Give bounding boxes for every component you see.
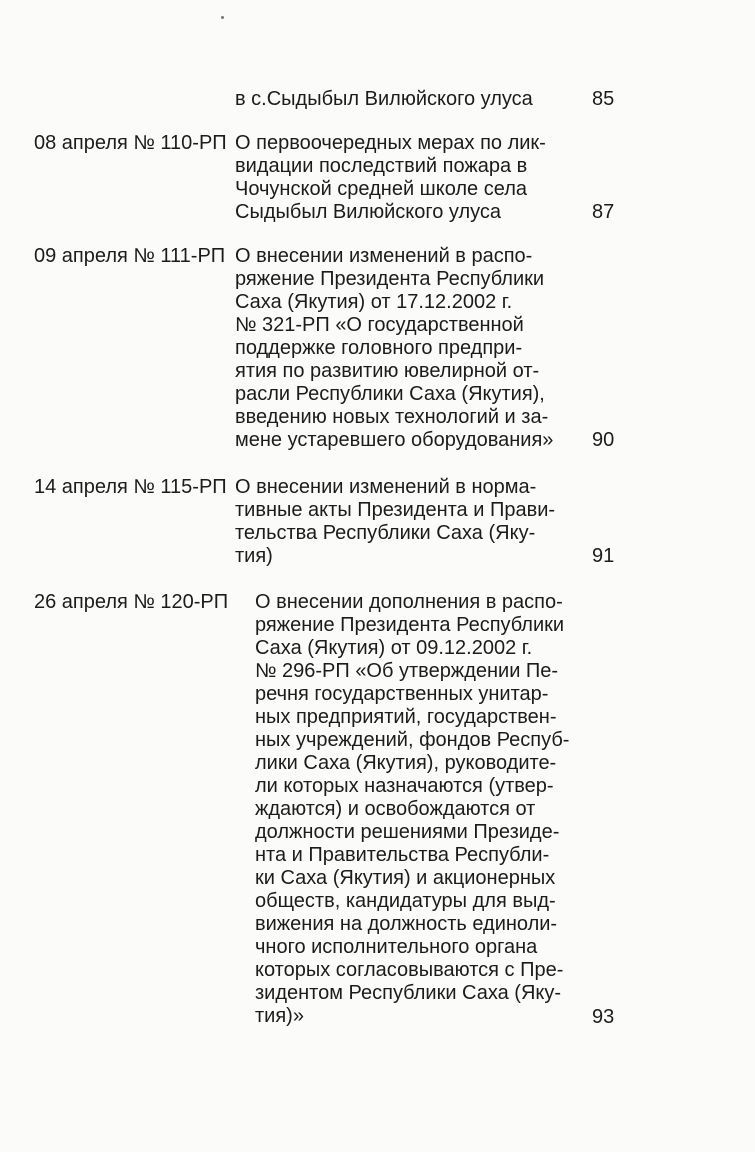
description-line: расли Республики Саха (Якутия), bbox=[235, 383, 545, 405]
entry-description bbox=[235, 245, 553, 452]
page-number: 93 bbox=[592, 1006, 615, 1028]
description-line: тия)» bbox=[255, 1005, 304, 1027]
description-line: которых согласовываются с Пре- bbox=[255, 959, 564, 981]
description-line: О внесении дополнения в распо- bbox=[255, 591, 563, 613]
description-line: ных предприятий, государствен- bbox=[255, 706, 557, 728]
description-line: мене устаревшего оборудования» bbox=[235, 429, 554, 451]
description-line: тивные акты Президента и Прави- bbox=[235, 499, 556, 521]
description-line: в с.Сыдыбыл Вилюйского улуса bbox=[235, 88, 533, 110]
page-number: 87 bbox=[592, 201, 615, 223]
description-line: тельства Республики Саха (Яку- bbox=[235, 522, 536, 544]
description-line: Сыдыбыл Вилюйского улуса bbox=[235, 201, 502, 223]
description-line: № 321-РП «О государственной bbox=[235, 314, 524, 336]
description-line: ждаются) и освобождаются от bbox=[255, 798, 536, 820]
description-line: видации последствий пожара в bbox=[235, 155, 528, 177]
description-line: ряжение Президента Республики bbox=[235, 268, 545, 290]
description-line: О внесении изменений в норма- bbox=[235, 476, 537, 498]
description-line: лики Саха (Якутия), руководите- bbox=[255, 752, 557, 774]
description-line: ятия по развитию ювелирной от- bbox=[235, 360, 540, 382]
description-line: Саха (Якутия) от 17.12.2002 г. bbox=[235, 291, 513, 313]
description-line: речня государственных унитар- bbox=[255, 683, 549, 705]
page-number: 91 bbox=[592, 545, 615, 567]
description-line: О первоочередных мерах по лик- bbox=[235, 132, 546, 154]
description-line: тия) bbox=[235, 545, 273, 567]
description-line: ных учреждений, фондов Респуб- bbox=[255, 729, 570, 751]
entry-description bbox=[235, 88, 533, 111]
decree-date-number: 26 апреля № 120-РП bbox=[34, 591, 229, 613]
description-line: поддержке головного предпри- bbox=[235, 337, 523, 359]
entry-description bbox=[255, 591, 569, 1028]
page-number: 85 bbox=[592, 88, 615, 110]
description-line: ряжение Президента Республики bbox=[255, 614, 565, 636]
description-line: чного исполнительного органа bbox=[255, 936, 538, 958]
description-line: Чочунской средней школе села bbox=[235, 178, 527, 200]
description-line: ки Саха (Якутия) и акционерных bbox=[255, 867, 556, 889]
description-line: № 296-РП «Об утверждении Пе- bbox=[255, 660, 559, 682]
description-line: Саха (Якутия) от 09.12.2002 г. bbox=[255, 637, 533, 659]
description-line: нта и Правительства Республи- bbox=[255, 844, 550, 866]
entry-description bbox=[235, 476, 555, 568]
decree-date-number: 08 апреля № 110-РП bbox=[34, 132, 227, 154]
description-line: О внесении изменений в распо- bbox=[235, 245, 533, 267]
description-line: зидентом Республики Саха (Яку- bbox=[255, 982, 562, 1004]
description-line: вижения на должность единоли- bbox=[255, 913, 558, 935]
description-line: обществ, кандидатуры для выд- bbox=[255, 890, 556, 912]
description-line: должности решениями Президе- bbox=[255, 821, 560, 843]
entry-description bbox=[235, 132, 546, 224]
description-line: введению новых технологий и за- bbox=[235, 406, 549, 428]
description-line: ли которых назначаются (утвер- bbox=[255, 775, 554, 797]
scan-speck bbox=[221, 16, 224, 19]
decree-date-number: 09 апреля № 111-РП bbox=[34, 245, 226, 267]
decree-date-number: 14 апреля № 115-РП bbox=[34, 476, 227, 498]
page-number: 90 bbox=[592, 429, 615, 451]
